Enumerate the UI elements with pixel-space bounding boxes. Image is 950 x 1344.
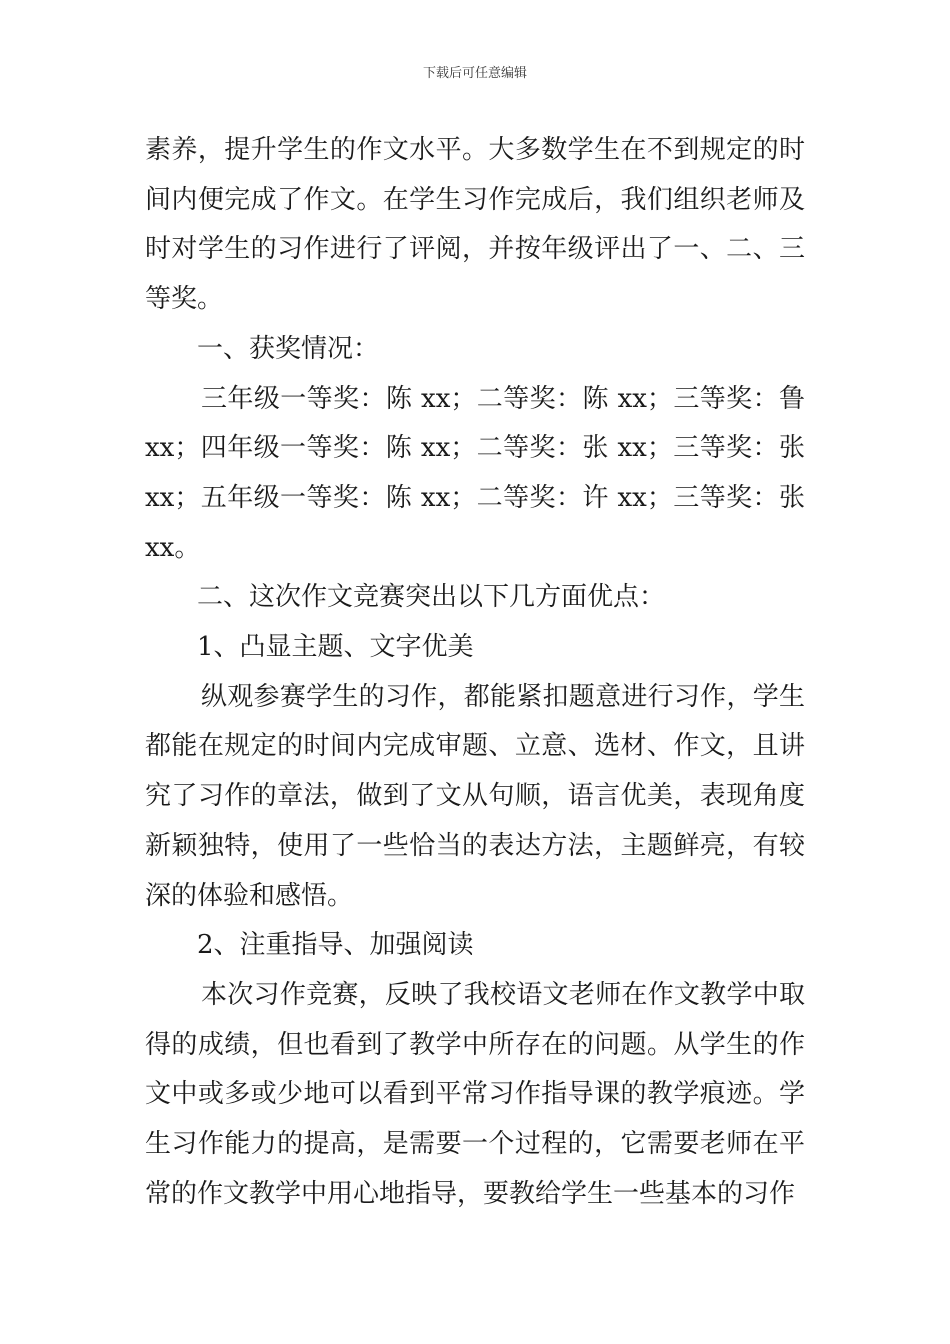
subheading-guidance: 2、注重指导、加强阅读	[197, 930, 474, 961]
document-body	[145, 126, 805, 1219]
page-header-note: 下载后可任意编辑	[422, 66, 527, 81]
paragraph-guidance: 本次习作竞赛，反映了我校语文老师在作文教学中取得的成绩，但也看到了教学中所存在的问题。从学生的作文中或多或少地可以看到平常习作指导课的教学痕迹。学生习作能力的提高，是需要一个过程的，它需要老师在平常的作文教学中用心地指导，要教给学生一些基本的习作	[145, 979, 805, 1209]
paragraph-theme: 纵观参赛学生的习作，都能紧扣题意进行习作，学生都能在规定的时间内完成审题、立意、选材、作文，且讲究了习作的章法，做到了文从句顺，语言优美，表现角度新颖独特，使用了一些恰当的表达方法，主题鲜亮，有较深的体验和感悟。	[145, 681, 805, 911]
subheading-theme: 1、凸显主题、文字优美	[197, 632, 474, 663]
section-heading-strengths: 二、这次作文竞赛突出以下几方面优点：	[197, 582, 666, 613]
paragraph-award-list: 三年级一等奖：陈 xx；二等奖：陈 xx；三等奖：鲁 xx；四年级一等奖：陈 xx；二等奖：张 xx；三等奖：张 xx；五年级一等奖：陈 xx；二等奖：许 xx；三等奖：张 xx。	[145, 383, 805, 563]
paragraph-intro: 素养，提升学生的作文水平。大多数学生在不到规定的时间内便完成了作文。在学生习作完成后，我们组织老师及时对学生的习作进行了评阅，并按年级评出了一、二、三等奖。	[145, 135, 805, 315]
section-heading-awards: 一、获奖情况：	[197, 333, 380, 364]
